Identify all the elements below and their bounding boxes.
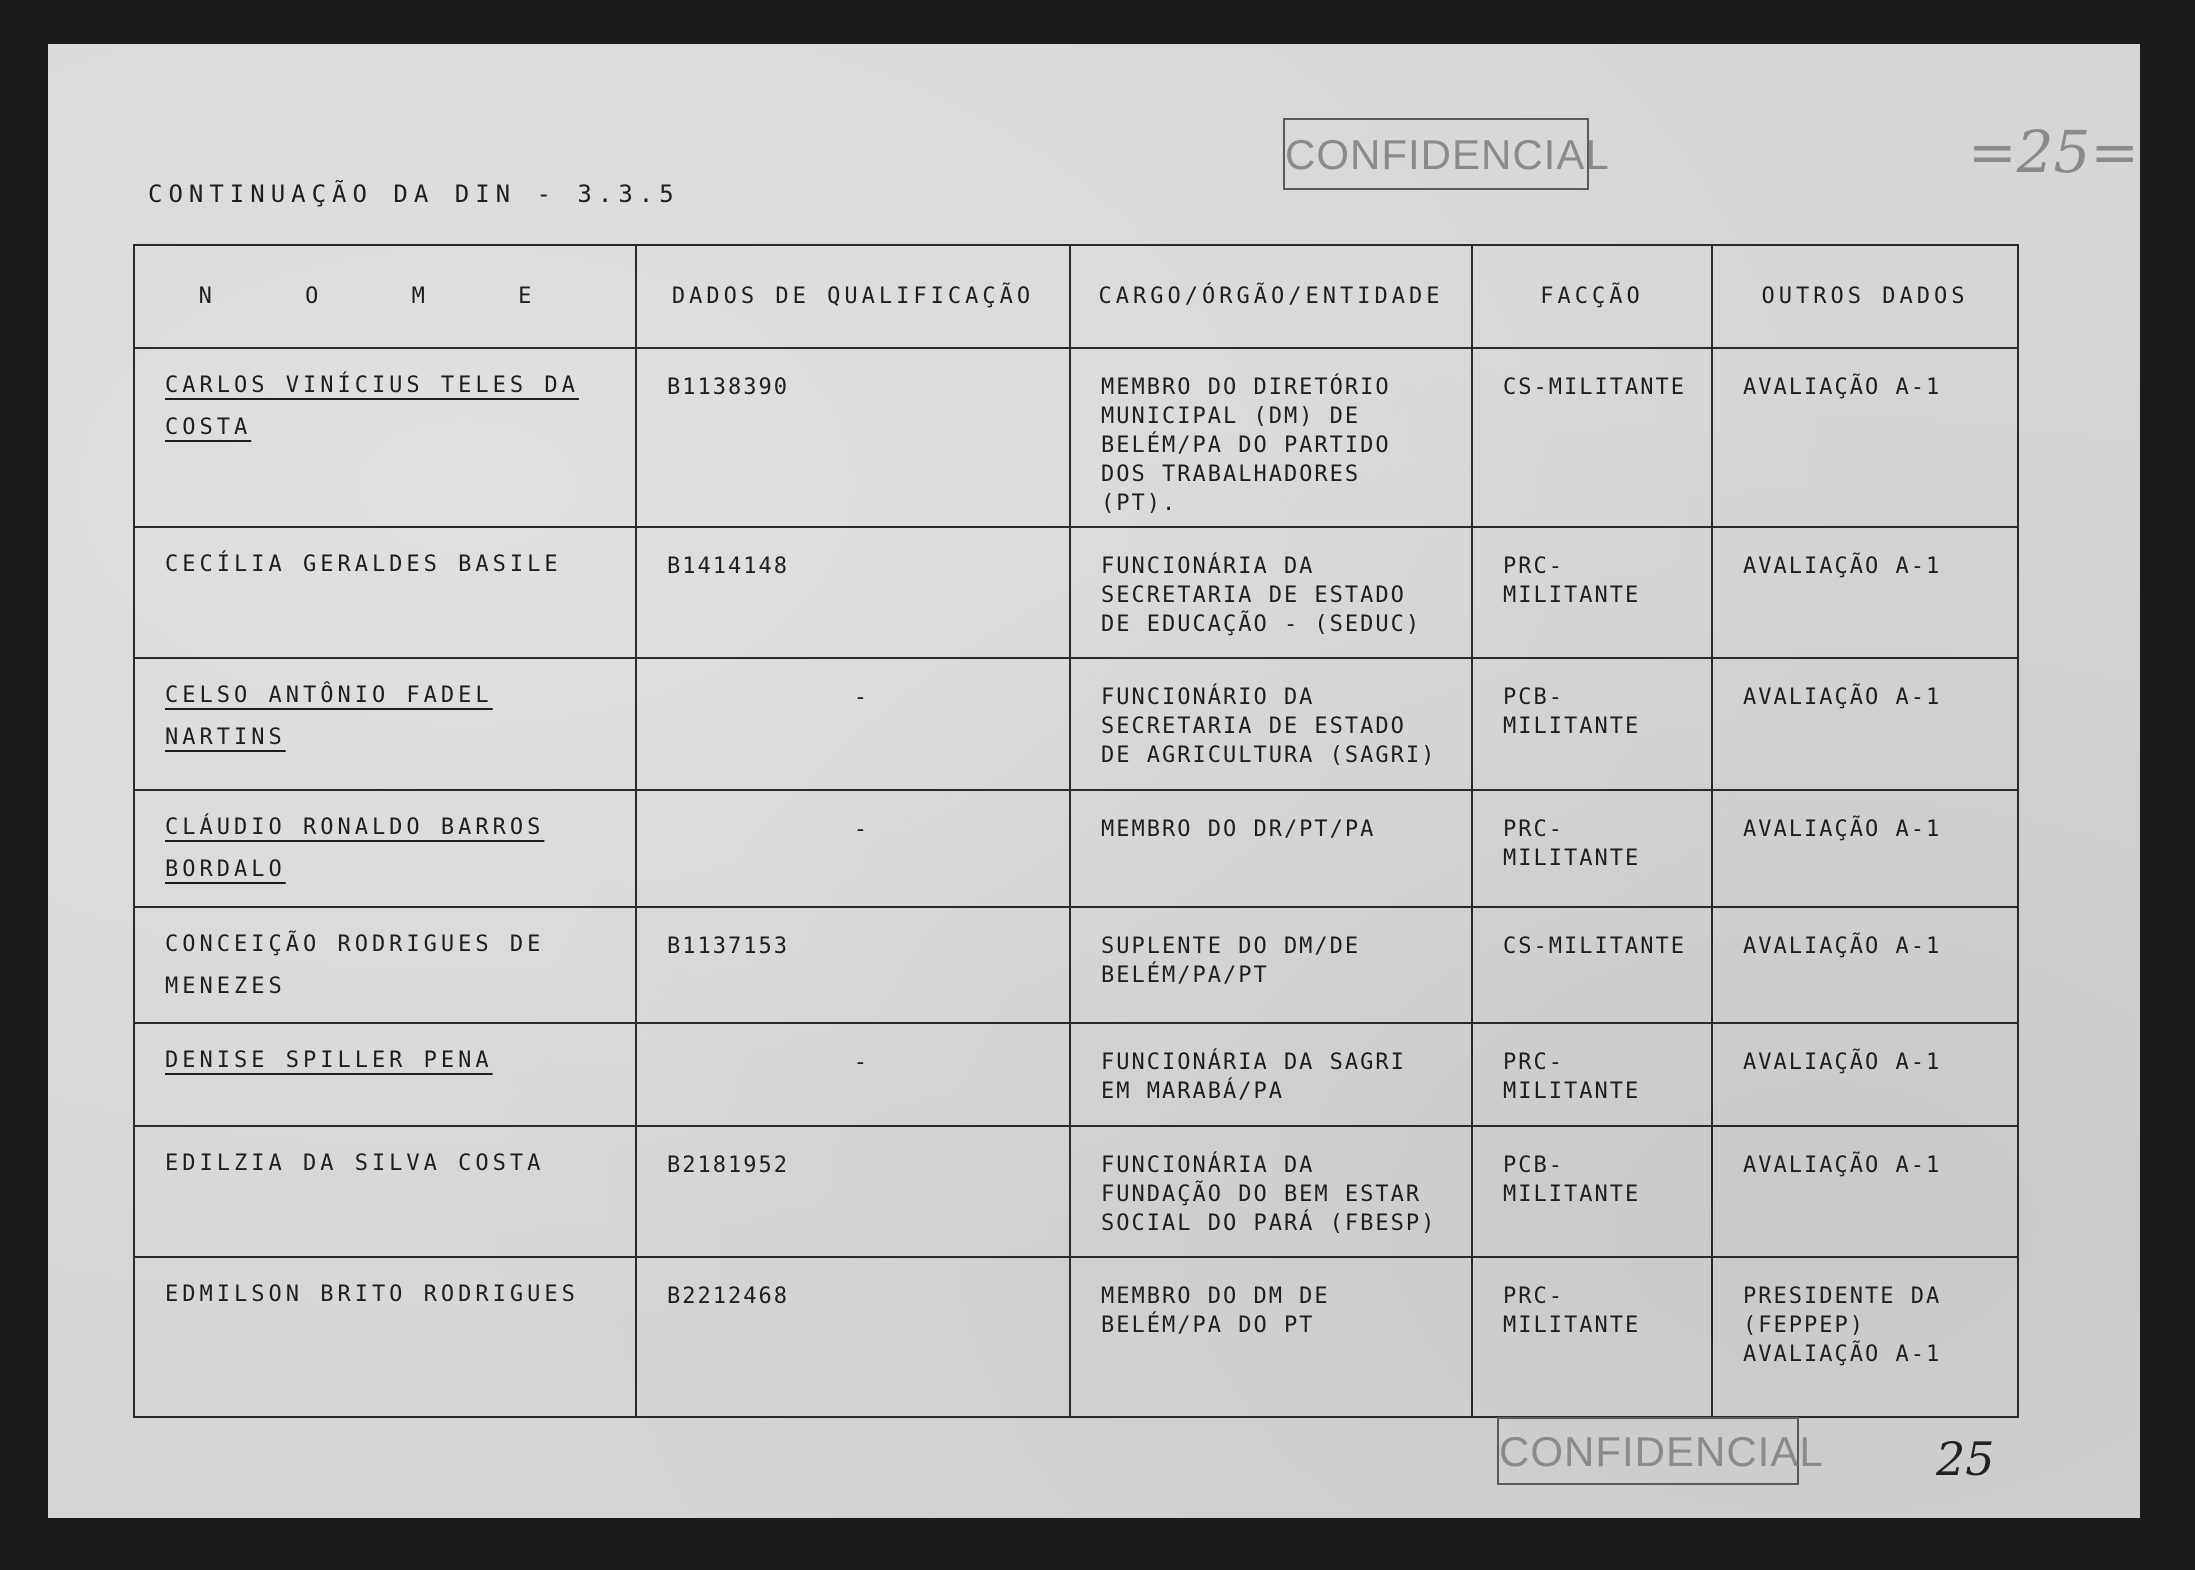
confidential-stamp-top: CONFIDENCIAL <box>1283 118 1589 190</box>
cell-faccao: PCB-MILITANTE <box>1472 658 1712 790</box>
cell-nome: EDMILSON BRITO RODRIGUES <box>134 1257 636 1417</box>
cell-dados: B1138390 <box>636 348 1070 527</box>
cell-dados: B2212468 <box>636 1257 1070 1417</box>
cell-dados: B2181952 <box>636 1126 1070 1257</box>
table-row <box>134 658 2018 790</box>
cell-faccao: CS-MILITANTE <box>1472 907 1712 1023</box>
cell-dados: B1414148 <box>636 527 1070 658</box>
cell-cargo: FUNCIONÁRIA DA SAGRI EM MARABÁ/PA <box>1070 1023 1472 1126</box>
cell-outros: AVALIAÇÃO A-1 <box>1712 348 2018 527</box>
cell-nome: EDILZIA DA SILVA COSTA <box>134 1126 636 1257</box>
cell-nome: CECÍLIA GERALDES BASILE <box>134 527 636 658</box>
column-header-faccao: FACÇÃO <box>1472 245 1712 348</box>
cell-cargo: MEMBRO DO DR/PT/PA <box>1070 790 1472 907</box>
table-row <box>134 348 2018 527</box>
cell-cargo: FUNCIONÁRIO DA SECRETARIA DE ESTADO DE AGRICULTURA (SAGRI) <box>1070 658 1472 790</box>
cell-outros: AVALIAÇÃO A-1 <box>1712 907 2018 1023</box>
cell-cargo: FUNCIONÁRIA DA SECRETARIA DE ESTADO DE EDUCAÇÃO - (SEDUC) <box>1070 527 1472 658</box>
column-header-outros: OUTROS DADOS <box>1712 245 2018 348</box>
cell-outros: AVALIAÇÃO A-1 <box>1712 658 2018 790</box>
table-row <box>134 1257 2018 1417</box>
cell-nome: CARLOS VINÍCIUS TELES DA COSTA <box>134 348 636 527</box>
page-number-mark-bottom: 25 <box>1936 1432 1995 1486</box>
table-row <box>134 1023 2018 1126</box>
cell-faccao: PRC-MILITANTE <box>1472 790 1712 907</box>
cell-cargo: MEMBRO DO DIRETÓRIO MUNICIPAL (DM) DE BELÉM/PA DO PARTIDO DOS TRABALHADORES (PT). <box>1070 348 1472 527</box>
cell-dados: - <box>636 1023 1070 1126</box>
cell-nome: CONCEIÇÃO RODRIGUES DE MENEZES <box>134 907 636 1023</box>
table-row <box>134 907 2018 1023</box>
cell-nome: CLÁUDIO RONALDO BARROS BORDALO <box>134 790 636 907</box>
cell-faccao: PRC-MILITANTE <box>1472 1023 1712 1126</box>
continuation-header: CONTINUAÇÃO DA DIN - 3.3.5 <box>148 180 680 208</box>
confidential-stamp-bottom: CONFIDENCIAL <box>1497 1417 1799 1485</box>
cell-dados: B1137153 <box>636 907 1070 1023</box>
cell-dados: - <box>636 790 1070 907</box>
cell-cargo: SUPLENTE DO DM/DE BELÉM/PA/PT <box>1070 907 1472 1023</box>
table-header-row <box>134 245 2018 348</box>
cell-nome: DENISE SPILLER PENA <box>134 1023 636 1126</box>
cell-faccao: PRC-MILITANTE <box>1472 527 1712 658</box>
cell-faccao: PCB-MILITANTE <box>1472 1126 1712 1257</box>
page-number-mark-top: =25= <box>1968 118 2139 186</box>
cell-dados: - <box>636 658 1070 790</box>
cell-outros: AVALIAÇÃO A-1 <box>1712 1126 2018 1257</box>
cell-outros: PRESIDENTE DA (FEPPEP) AVALIAÇÃO A-1 <box>1712 1257 2018 1417</box>
table-row <box>134 1126 2018 1257</box>
cell-outros: AVALIAÇÃO A-1 <box>1712 527 2018 658</box>
cell-outros: AVALIAÇÃO A-1 <box>1712 790 2018 907</box>
cell-nome: CELSO ANTÔNIO FADEL NARTINS <box>134 658 636 790</box>
cell-cargo: FUNCIONÁRIA DA FUNDAÇÃO DO BEM ESTAR SOCIAL DO PARÁ (FBESP) <box>1070 1126 1472 1257</box>
column-header-dados: DADOS DE QUALIFICAÇÃO <box>636 245 1070 348</box>
cell-faccao: CS-MILITANTE <box>1472 348 1712 527</box>
column-header-cargo: CARGO/ÓRGÃO/ENTIDADE <box>1070 245 1472 348</box>
column-header-nome: N O M E <box>134 245 636 348</box>
cell-outros: AVALIAÇÃO A-1 <box>1712 1023 2018 1126</box>
table-row <box>134 790 2018 907</box>
cell-cargo: MEMBRO DO DM DE BELÉM/PA DO PT <box>1070 1257 1472 1417</box>
table-row <box>134 527 2018 658</box>
cell-faccao: PRC-MILITANTE <box>1472 1257 1712 1417</box>
personnel-table <box>133 244 2019 1418</box>
